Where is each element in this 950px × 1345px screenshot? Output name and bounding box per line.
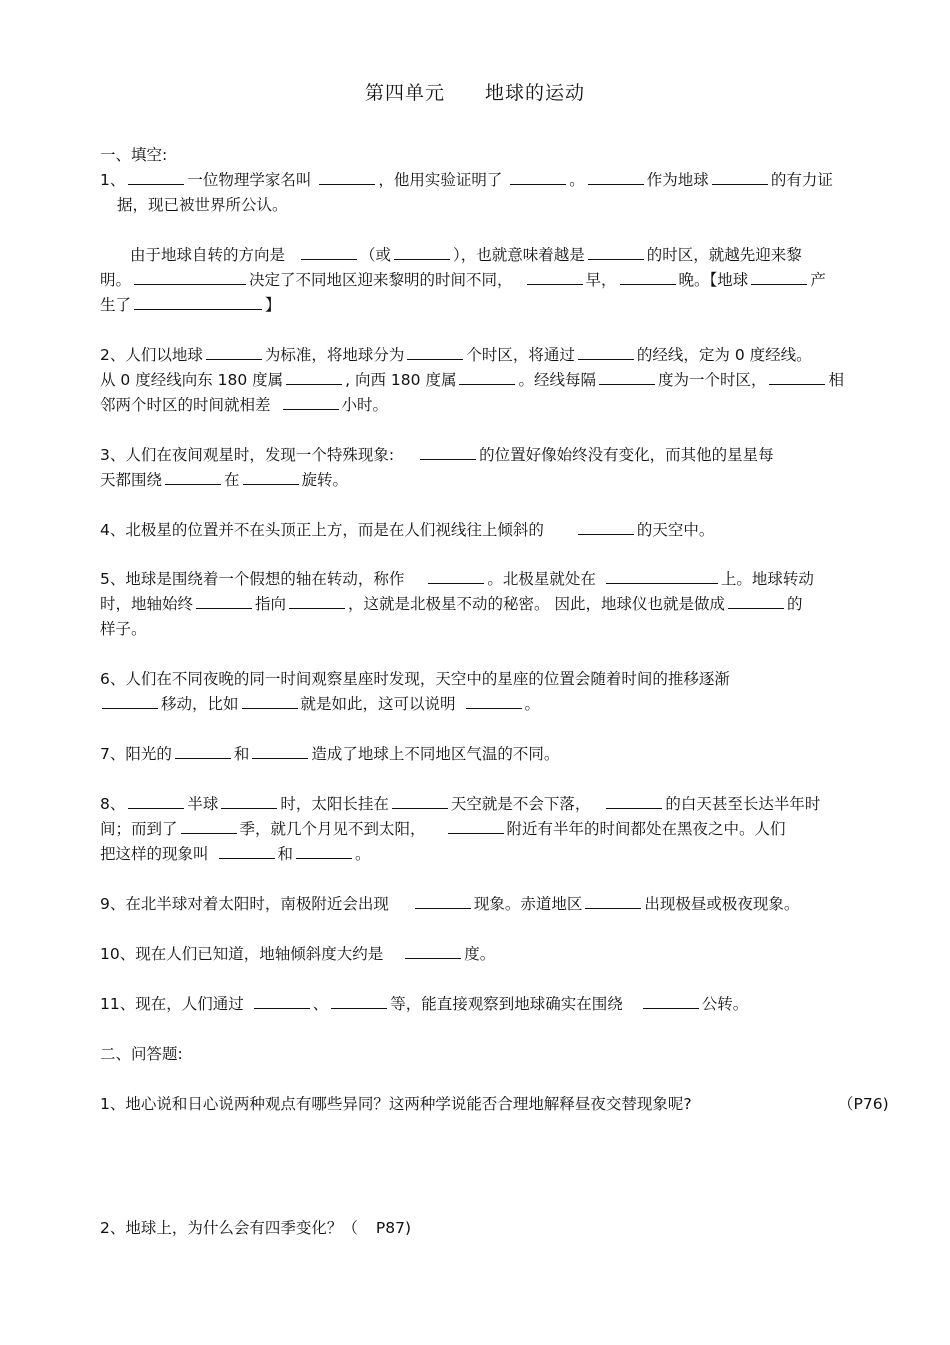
blank[interactable] bbox=[588, 170, 644, 185]
question-5-line-2: 时，地轴始终 指向 ，这就是北极星不动的秘密。 因此，地球仪也就是做成 的 bbox=[100, 595, 803, 613]
blank[interactable] bbox=[510, 170, 566, 185]
blank[interactable] bbox=[578, 520, 634, 535]
blank[interactable] bbox=[134, 295, 262, 310]
blank[interactable] bbox=[206, 345, 262, 360]
blank[interactable] bbox=[128, 794, 184, 809]
blank[interactable] bbox=[181, 819, 237, 834]
blank[interactable] bbox=[448, 819, 504, 834]
blank[interactable] bbox=[620, 270, 676, 285]
question-8-line-2: 间；而到了 季，就几个月见不到太阳， 附近有半年的时间都处在黑夜之中。人们 bbox=[100, 820, 786, 838]
blank[interactable] bbox=[466, 694, 522, 709]
question-2-line-3: 邻两个时区的时间就相差 小时。 bbox=[100, 396, 389, 414]
question-5-line-3: 样子。 bbox=[100, 620, 147, 638]
qa-question-1: 1、地心说和日心说两种观点有哪些异同？这两种学说能否合理地解释昼夜交替现象呢? （P76) bbox=[100, 1092, 900, 1117]
question-2-line-1: 2、人们以地球 为标准，将地球分为 个时区，将通过 的经线，定为 0 度经线。 bbox=[100, 346, 812, 364]
blank[interactable] bbox=[585, 894, 641, 909]
section-heading-qa: 二、问答题: bbox=[100, 1045, 183, 1063]
blank[interactable] bbox=[289, 594, 345, 609]
blank[interactable] bbox=[712, 170, 768, 185]
blank[interactable] bbox=[252, 744, 308, 759]
blank[interactable] bbox=[728, 594, 784, 609]
blank[interactable] bbox=[394, 245, 450, 260]
section-heading-fill-blank: 一、填空: bbox=[100, 146, 168, 164]
question-2-line-2: 从 0 度经线向东 180 度属 , 向西 180 度属 。经线每隔 度为一个时区， 相 bbox=[100, 371, 844, 389]
blank[interactable] bbox=[459, 370, 515, 385]
page-title bbox=[0, 78, 950, 105]
question-5-line-1: 5、地球是围绕着一个假想的轴在转动，称作 。北极星就处在 上。地球转动 bbox=[100, 570, 814, 588]
blank[interactable] bbox=[102, 694, 158, 709]
blank[interactable] bbox=[319, 170, 375, 185]
blank[interactable] bbox=[283, 395, 339, 410]
blank[interactable] bbox=[751, 270, 807, 285]
blank[interactable] bbox=[606, 794, 662, 809]
question-10-line-1: 10、现在人们已知道，地轴倾斜度大约是 度。 bbox=[100, 945, 496, 963]
blank[interactable] bbox=[415, 894, 471, 909]
question-1-line-4: 明。 决定了不同地区迎来黎明的时间不同， 早， 晚。【地球 产 bbox=[100, 271, 826, 289]
blank[interactable] bbox=[428, 569, 484, 584]
blank[interactable] bbox=[165, 470, 221, 485]
page-ref: P87) bbox=[375, 1219, 411, 1237]
question-8-line-1: 8、 半球 时，太阳长挂在 天空就是不会下落， 的白天甚至长达半年时 bbox=[100, 795, 821, 813]
question-7-line-1: 7、阳光的 和 造成了地球上不同地区气温的不同。 bbox=[100, 745, 560, 763]
blank[interactable] bbox=[128, 170, 184, 185]
blank[interactable] bbox=[599, 370, 655, 385]
question-8-line-3: 把这样的现象叫 和 。 bbox=[100, 845, 371, 863]
blank[interactable] bbox=[392, 794, 448, 809]
question-1-line-2: 据，现已被世界所公认。 bbox=[117, 196, 288, 214]
blank[interactable] bbox=[219, 844, 275, 859]
blank[interactable] bbox=[405, 944, 461, 959]
question-6-line-2: 移动，比如 就是如此，这可以说明 。 bbox=[100, 692, 900, 717]
blank[interactable] bbox=[407, 345, 463, 360]
blank[interactable] bbox=[175, 744, 231, 759]
question-3-line-2: 天都围绕 在 旋转。 bbox=[100, 471, 349, 489]
blank[interactable] bbox=[286, 370, 342, 385]
question-4-line-1: 4、北极星的位置并不在头顶正上方，而是在人们视线往上倾斜的 的天空中。 bbox=[100, 521, 715, 539]
blank[interactable] bbox=[420, 445, 476, 460]
blank[interactable] bbox=[296, 844, 352, 859]
question-11-line-1: 11、现在，人们通过 、 等，能直接观察到地球确实在围绕 公转。 bbox=[100, 995, 749, 1013]
blank[interactable] bbox=[527, 270, 583, 285]
blank[interactable] bbox=[221, 794, 277, 809]
title-unit: 第四单元 bbox=[364, 82, 445, 104]
blank[interactable] bbox=[134, 270, 246, 285]
question-1-line-5: 生了 】 bbox=[100, 296, 281, 314]
blank[interactable] bbox=[254, 994, 310, 1009]
blank[interactable] bbox=[643, 994, 699, 1009]
question-1-line-3: 由于地球自转的方向是 （或 ），也就意味着越是 的时区，就越先迎来黎 bbox=[130, 246, 802, 264]
blank[interactable] bbox=[243, 470, 299, 485]
question-3-line-1: 3、人们在夜间观星时，发现一个特殊现象: 的位置好像始终没有变化，而其他的星星每 bbox=[100, 446, 774, 464]
blank[interactable] bbox=[769, 370, 825, 385]
blank[interactable] bbox=[331, 994, 387, 1009]
blank[interactable] bbox=[242, 694, 298, 709]
question-1-line-1: 1、 一位物理学家名叫 ，他用实验证明了 。 作为地球 的有力证 bbox=[100, 171, 833, 189]
blank[interactable] bbox=[301, 245, 357, 260]
title-topic: 地球的运动 bbox=[485, 82, 586, 104]
blank[interactable] bbox=[588, 245, 644, 260]
question-6-line-1: 6、人们在不同夜晚的同一时间观察星座时发现，天空中的星座的位置会随着时间的推移逐渐 bbox=[100, 670, 730, 688]
blank[interactable] bbox=[606, 569, 718, 584]
page-ref: （P76) bbox=[838, 1095, 889, 1113]
qa-question-2: 2、地球上，为什么会有四季变化？（ P87) bbox=[100, 1219, 411, 1237]
question-9-line-1: 9、在北半球对着太阳时，南极附近会出现 现象。赤道地区 出现极昼或极夜现象。 bbox=[100, 895, 800, 913]
blank[interactable] bbox=[196, 594, 252, 609]
blank[interactable] bbox=[578, 345, 634, 360]
